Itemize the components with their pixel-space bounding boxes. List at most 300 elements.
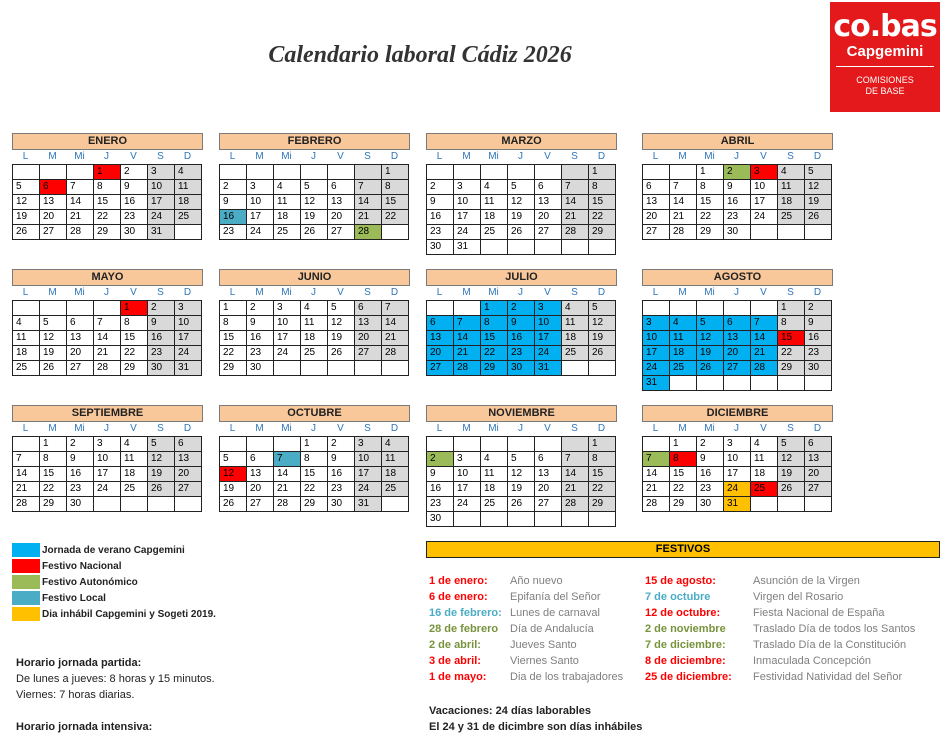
holiday-row bbox=[645, 669, 915, 685]
day-cell: 23 bbox=[724, 210, 751, 225]
day-cell: 20 bbox=[175, 467, 202, 482]
day-grid bbox=[642, 164, 832, 240]
day-cell: 11 bbox=[670, 331, 697, 346]
day-cell: 22 bbox=[94, 210, 121, 225]
month-agosto bbox=[642, 269, 833, 391]
legend bbox=[12, 542, 216, 622]
day-cell: 2 bbox=[247, 301, 274, 316]
day-cell: 1 bbox=[589, 165, 616, 180]
day-cell: 12 bbox=[508, 467, 535, 482]
logo-caption-line2: DE BASE bbox=[865, 86, 905, 96]
day-cell: 5 bbox=[508, 452, 535, 467]
weekday-label: V bbox=[337, 151, 344, 162]
day-cell: 27 bbox=[175, 482, 202, 497]
empty-cell bbox=[724, 301, 751, 316]
weekday-label: D bbox=[813, 151, 822, 162]
day-cell: 14 bbox=[355, 195, 382, 210]
day-cell: 1 bbox=[778, 301, 805, 316]
day-cell: 11 bbox=[382, 452, 409, 467]
day-cell: 25 bbox=[481, 225, 508, 240]
empty-cell bbox=[481, 512, 508, 527]
day-cell: 17 bbox=[247, 210, 274, 225]
weekday-label: Mi bbox=[281, 423, 292, 434]
day-cell: 29 bbox=[589, 225, 616, 240]
day-cell: 4 bbox=[13, 316, 40, 331]
day-cell: 25 bbox=[121, 482, 148, 497]
day-cell: 21 bbox=[562, 210, 589, 225]
day-cell: 25 bbox=[274, 225, 301, 240]
day-cell: 3 bbox=[355, 437, 382, 452]
day-cell: 19 bbox=[508, 482, 535, 497]
empty-cell bbox=[274, 361, 301, 376]
empty-cell bbox=[382, 497, 409, 512]
empty-cell bbox=[328, 361, 355, 376]
day-cell: 7 bbox=[94, 316, 121, 331]
day-cell: 29 bbox=[40, 497, 67, 512]
legend-swatch bbox=[12, 575, 40, 589]
empty-cell bbox=[589, 361, 616, 376]
vacation-days: Vacaciones: 24 días laborables bbox=[429, 705, 592, 717]
day-cell: 6 bbox=[175, 437, 202, 452]
day-cell: 21 bbox=[562, 482, 589, 497]
day-cell: 12 bbox=[301, 195, 328, 210]
holiday-date: 2 de abril: bbox=[429, 639, 481, 651]
holiday-row bbox=[429, 637, 623, 653]
holiday-date: 1 de enero: bbox=[429, 575, 488, 587]
day-cell: 6 bbox=[427, 316, 454, 331]
day-cell: 23 bbox=[148, 346, 175, 361]
day-cell: 4 bbox=[562, 301, 589, 316]
day-cell: 9 bbox=[328, 452, 355, 467]
day-cell: 26 bbox=[589, 346, 616, 361]
day-cell: 13 bbox=[175, 452, 202, 467]
day-cell: 8 bbox=[40, 452, 67, 467]
day-cell: 26 bbox=[301, 225, 328, 240]
day-cell: 29 bbox=[121, 361, 148, 376]
weekday-label: J bbox=[104, 151, 109, 162]
day-cell: 14 bbox=[382, 316, 409, 331]
month-junio bbox=[219, 269, 410, 376]
day-cell: 23 bbox=[67, 482, 94, 497]
month-name: SEPTIEMBRE bbox=[12, 405, 203, 422]
holiday-date: 12 de octubre: bbox=[645, 607, 721, 619]
day-cell: 2 bbox=[427, 180, 454, 195]
day-cell: 4 bbox=[121, 437, 148, 452]
day-cell: 10 bbox=[247, 195, 274, 210]
day-cell: 17 bbox=[535, 331, 562, 346]
day-cell: 18 bbox=[751, 467, 778, 482]
day-cell: 20 bbox=[40, 210, 67, 225]
holiday-row bbox=[429, 621, 623, 637]
day-cell: 18 bbox=[121, 467, 148, 482]
day-cell: 18 bbox=[481, 210, 508, 225]
holiday-name: Traslado Día de la Constitución bbox=[753, 639, 907, 651]
day-cell: 1 bbox=[94, 165, 121, 180]
weekday-label: S bbox=[157, 151, 164, 162]
day-cell: 13 bbox=[427, 331, 454, 346]
day-cell: 13 bbox=[355, 316, 382, 331]
day-cell: 17 bbox=[454, 210, 481, 225]
holiday-name: Lunes de carnaval bbox=[510, 607, 600, 619]
holiday-row bbox=[429, 653, 623, 669]
day-cell: 24 bbox=[247, 225, 274, 240]
empty-cell bbox=[175, 497, 202, 512]
weekday-label: L bbox=[22, 151, 29, 162]
holiday-name: Asunción de la Virgen bbox=[753, 575, 860, 587]
day-cell: 26 bbox=[40, 361, 67, 376]
day-cell: 30 bbox=[427, 512, 454, 527]
empty-cell bbox=[751, 225, 778, 240]
day-cell: 23 bbox=[328, 482, 355, 497]
day-cell: 23 bbox=[121, 210, 148, 225]
day-cell: 7 bbox=[382, 301, 409, 316]
day-cell: 23 bbox=[805, 346, 832, 361]
legend-label: Festivo Nacional bbox=[42, 560, 122, 572]
day-cell: 6 bbox=[355, 301, 382, 316]
day-cell: 20 bbox=[724, 346, 751, 361]
day-cell: 5 bbox=[13, 180, 40, 195]
day-cell: 30 bbox=[247, 361, 274, 376]
day-cell: 25 bbox=[481, 497, 508, 512]
day-cell: 26 bbox=[805, 210, 832, 225]
month-septiembre bbox=[12, 405, 203, 512]
day-cell: 18 bbox=[670, 346, 697, 361]
day-cell: 24 bbox=[751, 210, 778, 225]
day-cell: 30 bbox=[427, 240, 454, 255]
weekday-label: D bbox=[183, 423, 192, 434]
weekday-label: L bbox=[22, 287, 29, 298]
day-cell: 8 bbox=[589, 180, 616, 195]
day-cell: 16 bbox=[805, 331, 832, 346]
day-cell: 23 bbox=[247, 346, 274, 361]
weekday-label: S bbox=[364, 287, 371, 298]
holiday-date: 3 de abril: bbox=[429, 655, 481, 667]
empty-cell bbox=[562, 165, 589, 180]
empty-cell bbox=[301, 361, 328, 376]
empty-cell bbox=[13, 437, 40, 452]
day-cell: 14 bbox=[562, 195, 589, 210]
day-cell: 19 bbox=[589, 331, 616, 346]
weekday-header bbox=[219, 422, 410, 436]
empty-cell bbox=[670, 376, 697, 391]
day-cell: 26 bbox=[328, 346, 355, 361]
empty-cell bbox=[562, 361, 589, 376]
day-cell: 11 bbox=[274, 195, 301, 210]
empty-cell bbox=[382, 361, 409, 376]
day-cell: 4 bbox=[175, 165, 202, 180]
day-cell: 27 bbox=[643, 225, 670, 240]
day-cell: 19 bbox=[220, 482, 247, 497]
empty-cell bbox=[562, 240, 589, 255]
empty-cell bbox=[454, 512, 481, 527]
day-cell: 18 bbox=[778, 195, 805, 210]
day-cell: 7 bbox=[670, 180, 697, 195]
empty-cell bbox=[454, 165, 481, 180]
day-cell: 10 bbox=[454, 467, 481, 482]
day-cell: 11 bbox=[301, 316, 328, 331]
day-cell: 28 bbox=[67, 225, 94, 240]
day-cell: 21 bbox=[643, 482, 670, 497]
weekday-label: J bbox=[311, 151, 316, 162]
day-cell: 3 bbox=[175, 301, 202, 316]
day-cell: 29 bbox=[697, 225, 724, 240]
day-cell: 17 bbox=[751, 195, 778, 210]
day-cell: 12 bbox=[220, 467, 247, 482]
day-cell: 20 bbox=[328, 210, 355, 225]
day-cell: 30 bbox=[328, 497, 355, 512]
day-cell: 15 bbox=[589, 195, 616, 210]
day-cell: 22 bbox=[589, 482, 616, 497]
empty-cell bbox=[535, 512, 562, 527]
weekday-label: D bbox=[390, 423, 399, 434]
empty-cell bbox=[643, 437, 670, 452]
empty-cell bbox=[355, 361, 382, 376]
empty-cell bbox=[274, 437, 301, 452]
day-cell: 6 bbox=[67, 316, 94, 331]
day-cell: 24 bbox=[454, 225, 481, 240]
day-cell: 26 bbox=[508, 497, 535, 512]
day-cell: 21 bbox=[13, 482, 40, 497]
empty-cell bbox=[670, 165, 697, 180]
day-grid bbox=[642, 436, 832, 512]
day-cell: 23 bbox=[697, 482, 724, 497]
day-cell: 26 bbox=[508, 225, 535, 240]
day-cell: 27 bbox=[355, 346, 382, 361]
holiday-row bbox=[429, 669, 623, 685]
day-grid bbox=[426, 436, 616, 527]
day-cell: 24 bbox=[355, 482, 382, 497]
day-cell: 9 bbox=[67, 452, 94, 467]
day-cell: 4 bbox=[481, 180, 508, 195]
day-cell: 5 bbox=[805, 165, 832, 180]
weekday-label: S bbox=[571, 423, 578, 434]
day-cell: 1 bbox=[121, 301, 148, 316]
weekday-header bbox=[426, 150, 617, 164]
day-cell: 24 bbox=[148, 210, 175, 225]
day-cell: 13 bbox=[535, 195, 562, 210]
day-cell: 17 bbox=[454, 482, 481, 497]
day-cell: 20 bbox=[67, 346, 94, 361]
day-cell: 5 bbox=[508, 180, 535, 195]
weekday-label: Mi bbox=[488, 151, 499, 162]
month-name: JULIO bbox=[426, 269, 617, 286]
month-name: MARZO bbox=[426, 133, 617, 150]
weekday-label: D bbox=[813, 287, 822, 298]
day-cell: 21 bbox=[355, 210, 382, 225]
month-mayo bbox=[12, 269, 203, 376]
weekday-label: L bbox=[436, 423, 443, 434]
day-cell: 19 bbox=[328, 331, 355, 346]
day-cell: 11 bbox=[751, 452, 778, 467]
day-cell: 21 bbox=[454, 346, 481, 361]
weekday-label: Mi bbox=[488, 287, 499, 298]
empty-cell bbox=[454, 301, 481, 316]
empty-cell bbox=[535, 165, 562, 180]
holiday-name: Inmaculada Concepción bbox=[753, 655, 872, 667]
day-cell: 28 bbox=[274, 497, 301, 512]
weekday-label: M bbox=[48, 151, 57, 162]
day-cell: 12 bbox=[148, 452, 175, 467]
day-cell: 3 bbox=[724, 437, 751, 452]
day-cell: 14 bbox=[643, 467, 670, 482]
legend-swatch bbox=[12, 607, 40, 621]
weekday-label: V bbox=[544, 423, 551, 434]
day-cell: 20 bbox=[355, 331, 382, 346]
day-grid bbox=[426, 300, 616, 376]
day-cell: 31 bbox=[355, 497, 382, 512]
weekday-label: L bbox=[652, 287, 659, 298]
day-cell: 22 bbox=[697, 210, 724, 225]
day-cell: 10 bbox=[355, 452, 382, 467]
month-julio bbox=[426, 269, 617, 376]
empty-cell bbox=[643, 301, 670, 316]
weekday-label: V bbox=[130, 151, 137, 162]
empty-cell bbox=[751, 497, 778, 512]
weekday-label: D bbox=[390, 287, 399, 298]
day-cell: 7 bbox=[13, 452, 40, 467]
day-grid bbox=[12, 436, 202, 512]
weekday-label: L bbox=[229, 151, 236, 162]
day-cell: 27 bbox=[427, 361, 454, 376]
split-shift-title: Horario jornada partida: bbox=[16, 657, 142, 669]
holiday-row bbox=[645, 605, 915, 621]
day-cell: 16 bbox=[697, 467, 724, 482]
day-cell: 25 bbox=[13, 361, 40, 376]
weekday-label: V bbox=[337, 287, 344, 298]
empty-cell bbox=[247, 437, 274, 452]
day-cell: 29 bbox=[94, 225, 121, 240]
weekday-label: M bbox=[48, 287, 57, 298]
day-cell: 23 bbox=[508, 346, 535, 361]
day-cell: 26 bbox=[13, 225, 40, 240]
holiday-name: Virgen del Rosario bbox=[753, 591, 844, 603]
weekday-label: S bbox=[157, 423, 164, 434]
day-cell: 4 bbox=[751, 437, 778, 452]
weekday-label: L bbox=[22, 423, 29, 434]
day-cell: 27 bbox=[535, 225, 562, 240]
day-cell: 22 bbox=[121, 346, 148, 361]
day-cell: 12 bbox=[778, 452, 805, 467]
day-cell: 29 bbox=[301, 497, 328, 512]
legend-swatch bbox=[12, 591, 40, 605]
day-cell: 8 bbox=[778, 316, 805, 331]
day-cell: 21 bbox=[67, 210, 94, 225]
month-name: NOVIEMBRE bbox=[426, 405, 617, 422]
weekday-label: D bbox=[390, 151, 399, 162]
day-cell: 9 bbox=[220, 195, 247, 210]
day-cell: 30 bbox=[148, 361, 175, 376]
day-cell: 9 bbox=[247, 316, 274, 331]
holidays-list-left bbox=[429, 573, 623, 685]
day-cell: 10 bbox=[454, 195, 481, 210]
legend-label: Dia inhábil Capgemini y Sogeti 2019. bbox=[42, 608, 216, 620]
day-cell: 17 bbox=[724, 467, 751, 482]
holiday-name: Dia de los trabajadores bbox=[510, 671, 624, 683]
day-cell: 13 bbox=[40, 195, 67, 210]
month-abril bbox=[642, 133, 833, 240]
day-cell: 6 bbox=[643, 180, 670, 195]
day-cell: 15 bbox=[121, 331, 148, 346]
empty-cell bbox=[751, 376, 778, 391]
day-cell: 13 bbox=[643, 195, 670, 210]
empty-cell bbox=[778, 497, 805, 512]
day-cell: 20 bbox=[427, 346, 454, 361]
day-cell: 16 bbox=[121, 195, 148, 210]
holiday-row bbox=[645, 589, 915, 605]
holiday-name: Jueves Santo bbox=[510, 639, 577, 651]
month-name: OCTUBRE bbox=[219, 405, 410, 422]
day-cell: 24 bbox=[94, 482, 121, 497]
day-cell: 23 bbox=[427, 225, 454, 240]
logo-subtext: Capgemini bbox=[836, 44, 934, 67]
day-cell: 12 bbox=[508, 195, 535, 210]
day-cell: 31 bbox=[175, 361, 202, 376]
weekday-label: J bbox=[734, 151, 739, 162]
empty-cell bbox=[427, 437, 454, 452]
day-cell: 9 bbox=[148, 316, 175, 331]
empty-cell bbox=[427, 165, 454, 180]
day-cell: 27 bbox=[40, 225, 67, 240]
day-cell: 24 bbox=[274, 346, 301, 361]
day-grid bbox=[219, 164, 409, 240]
day-grid bbox=[12, 164, 202, 240]
weekday-label: L bbox=[229, 423, 236, 434]
month-noviembre bbox=[426, 405, 617, 527]
day-cell: 22 bbox=[670, 482, 697, 497]
intensive-shift-title: Horario jornada intensiva: bbox=[16, 721, 153, 733]
weekday-label: V bbox=[337, 423, 344, 434]
weekday-label: J bbox=[734, 287, 739, 298]
day-cell: 30 bbox=[724, 225, 751, 240]
day-cell: 10 bbox=[148, 180, 175, 195]
weekday-label: J bbox=[518, 151, 523, 162]
empty-cell bbox=[778, 376, 805, 391]
day-cell: 8 bbox=[670, 452, 697, 467]
day-cell: 3 bbox=[643, 316, 670, 331]
day-cell: 2 bbox=[328, 437, 355, 452]
day-cell: 31 bbox=[643, 376, 670, 391]
day-cell: 6 bbox=[247, 452, 274, 467]
day-cell: 27 bbox=[328, 225, 355, 240]
weekday-label: M bbox=[48, 423, 57, 434]
day-cell: 3 bbox=[454, 180, 481, 195]
legend-item-regional bbox=[12, 574, 216, 590]
day-cell: 19 bbox=[13, 210, 40, 225]
holiday-row bbox=[645, 621, 915, 637]
empty-cell bbox=[508, 240, 535, 255]
day-cell: 16 bbox=[67, 467, 94, 482]
day-cell: 15 bbox=[94, 195, 121, 210]
schedule-notes bbox=[16, 655, 215, 735]
day-cell: 13 bbox=[247, 467, 274, 482]
weekday-label: V bbox=[760, 151, 767, 162]
day-cell: 25 bbox=[670, 361, 697, 376]
month-enero bbox=[12, 133, 203, 240]
day-cell: 16 bbox=[724, 195, 751, 210]
weekday-header bbox=[219, 150, 410, 164]
weekday-header bbox=[426, 286, 617, 300]
day-cell: 18 bbox=[382, 467, 409, 482]
day-cell: 28 bbox=[562, 497, 589, 512]
day-cell: 9 bbox=[697, 452, 724, 467]
holiday-date: 16 de febrero: bbox=[429, 607, 502, 619]
day-grid bbox=[219, 300, 409, 376]
empty-cell bbox=[508, 437, 535, 452]
day-cell: 28 bbox=[643, 497, 670, 512]
empty-cell bbox=[697, 301, 724, 316]
empty-cell bbox=[697, 376, 724, 391]
non-working-note: El 24 y 31 de dicimbre son días inhábiles bbox=[429, 721, 643, 733]
